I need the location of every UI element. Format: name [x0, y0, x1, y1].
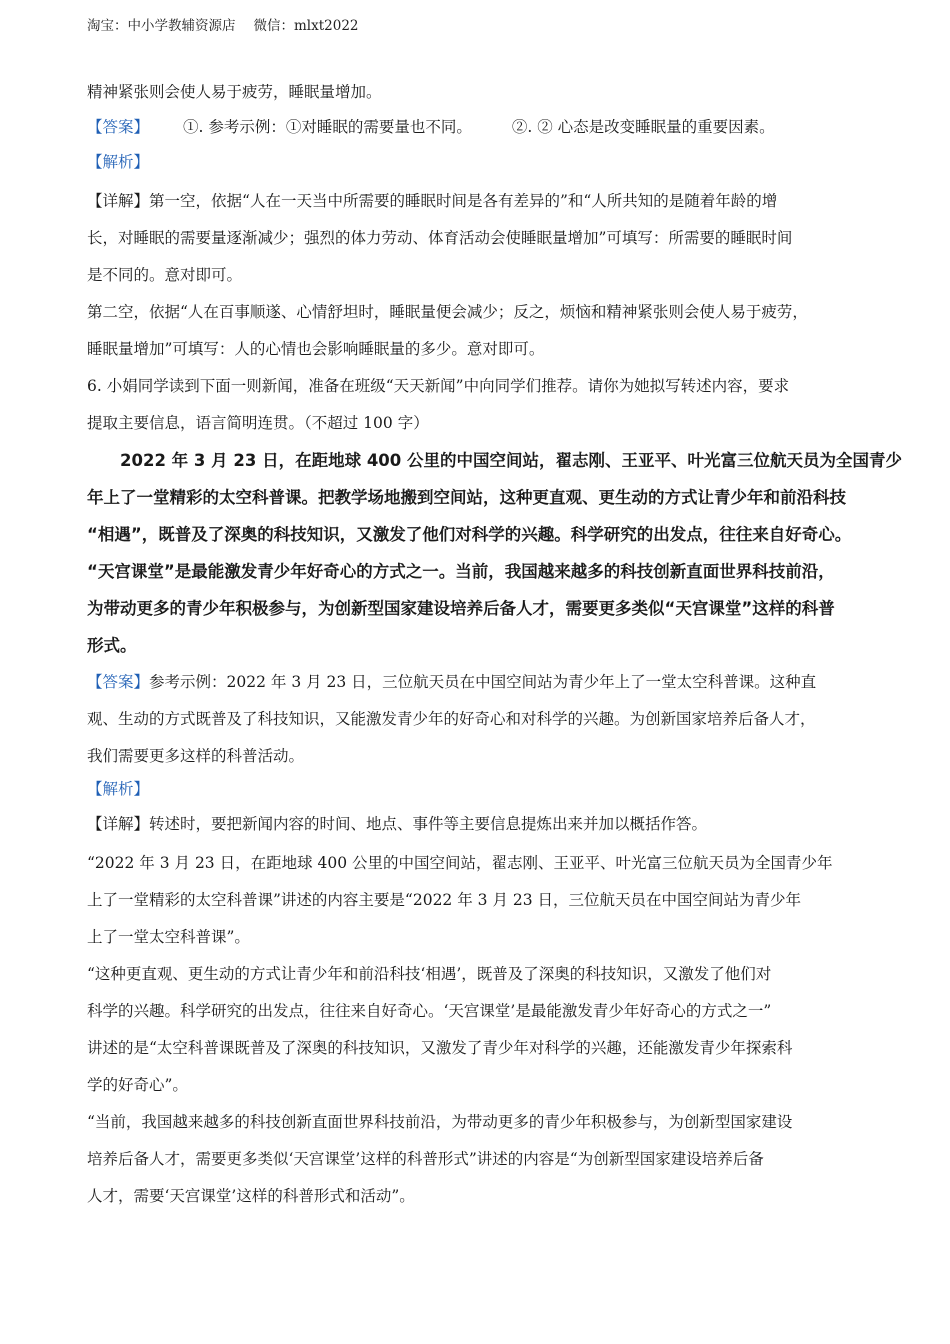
news-line: 2022 年 3 月 23 日，在距地球 400 公里的中国空间站，翟志刚、王亚平、叶光富三位航天员为全国青少 — [120, 451, 903, 470]
detail-line: 上了一堂太空科普课”。 — [87, 928, 250, 946]
detail-line: 培养后备人才，需要更多类似‘天宫课堂’这样的科普形式”讲述的内容是“为创新型国家建设培养后备 — [87, 1150, 764, 1168]
detail-tag: 【详解】 — [87, 192, 150, 210]
analysis-tag: 【解析】 — [87, 780, 150, 798]
answer-tag: 【答案】 — [87, 118, 150, 136]
page-header — [87, 14, 359, 34]
news-line: 形式。 — [87, 636, 137, 655]
document-body — [87, 78, 903, 1215]
detail-line: “2022 年 3 月 23 日，在距地球 400 公里的中国空间站，翟志刚、王亚平、叶光富三位航天员为全国青少年 — [87, 854, 833, 872]
detail-line: “当前，我国越来越多的科技创新直面世界科技前沿，为带动更多的青少年积极参与，为创新型国家建设 — [87, 1113, 793, 1131]
answer-part-1: ①. 参考示例：①对睡眠的需要量也不同。 — [183, 118, 472, 136]
news-line: “天宫课堂”是最能激发青少年好奇心的方式之一。当前，我国越来越多的科技创新直面世界科技前沿， — [87, 562, 835, 581]
answer-part-2: ②. ② 心态是改变睡眠量的重要因素。 — [511, 118, 775, 136]
detail-line: 睡眠量增加”可填写：人的心情也会影响睡眠量的多少。意对即可。 — [87, 340, 545, 358]
news-passage — [87, 442, 903, 664]
answer-tag: 【答案】 — [87, 673, 150, 691]
analysis-tag: 【解析】 — [87, 153, 150, 171]
question-line: 提取主要信息，语言简明连贯。（不超过 100 字） — [87, 414, 429, 432]
detail-line: 是不同的。意对即可。 — [87, 266, 243, 284]
detail-line: 讲述的是“太空科普课既普及了深奥的科技知识，又激发了青少年对科学的兴趣，还能激发青少年探索科 — [87, 1039, 793, 1057]
answer-line: 我们需要更多这样的科普活动。 — [87, 747, 305, 765]
wechat-id: 微信：mlxt2022 — [253, 18, 359, 34]
news-line: 为带动更多的青少年积极参与，为创新型国家建设培养后备人才，需要更多类似“天宫课堂”这样的科普 — [87, 599, 835, 618]
detail-line: 人才，需要‘天宫课堂’这样的科普形式和活动”。 — [87, 1187, 415, 1205]
news-line: “相遇”，既普及了深奥的科技知识，又激发了他们对科学的兴趣。科学研究的出发点，往往来自好奇心。 — [87, 525, 852, 544]
question-line: 6. 小娟同学读到下面一则新闻，准备在班级“天天新闻”中向同学们推荐。请你为她拟写转述内容，要求 — [87, 377, 790, 395]
detail-line: 科学的兴趣。科学研究的出发点，往往来自好奇心。‘天宫课堂’是最能激发青少年好奇心的方式之一” — [87, 1002, 772, 1020]
text-line: 精神紧张则会使人易于疲劳，睡眠量增加。 — [87, 83, 382, 101]
detail-line: 学的好奇心”。 — [87, 1076, 188, 1094]
detail-line: 【详解】转述时，要把新闻内容的时间、地点、事件等主要信息提炼出来并加以概括作答。 — [87, 815, 708, 833]
detail-line: 【详解】第一空，依据“人在一天当中所需要的睡眠时间是各有差异的”和“人所共知的是随着年龄的增 — [87, 192, 778, 210]
detail-line: 第二空，依据“人在百事顺遂、心情舒坦时，睡眠量便会减少；反之，烦恼和精神紧张则会使人易于疲劳， — [87, 303, 808, 321]
shop-name: 淘宝：中小学教辅资源店 — [87, 18, 236, 34]
answer-line: 观、生动的方式既普及了科技知识，又能激发青少年的好奇心和对科学的兴趣。为创新国家培养后备人才， — [87, 710, 816, 728]
answer-line — [87, 113, 877, 141]
detail-line: 长，对睡眠的需要量逐渐减少；强烈的体力劳动、体育活动会使睡眠量增加”可填写：所需要的睡眠时间 — [87, 229, 793, 247]
detail-line: 上了一堂精彩的太空科普课”讲述的内容主要是“2022 年 3 月 23 日，三位航天员在中国空间站为青少年 — [87, 891, 802, 909]
detail-tag: 【详解】 — [87, 815, 150, 833]
news-line: 年上了一堂精彩的太空科普课。把教学场地搬到空间站，这种更直观、更生动的方式让青少年和前沿科技 — [87, 488, 846, 507]
detail-line: “这种更直观、更生动的方式让青少年和前沿科技‘相遇’，既普及了深奥的科技知识，又激发了他们对 — [87, 965, 772, 983]
answer-line: 【答案】参考示例：2022 年 3 月 23 日，三位航天员在中国空间站为青少年上了一堂太空科普课。这种直 — [87, 673, 817, 691]
